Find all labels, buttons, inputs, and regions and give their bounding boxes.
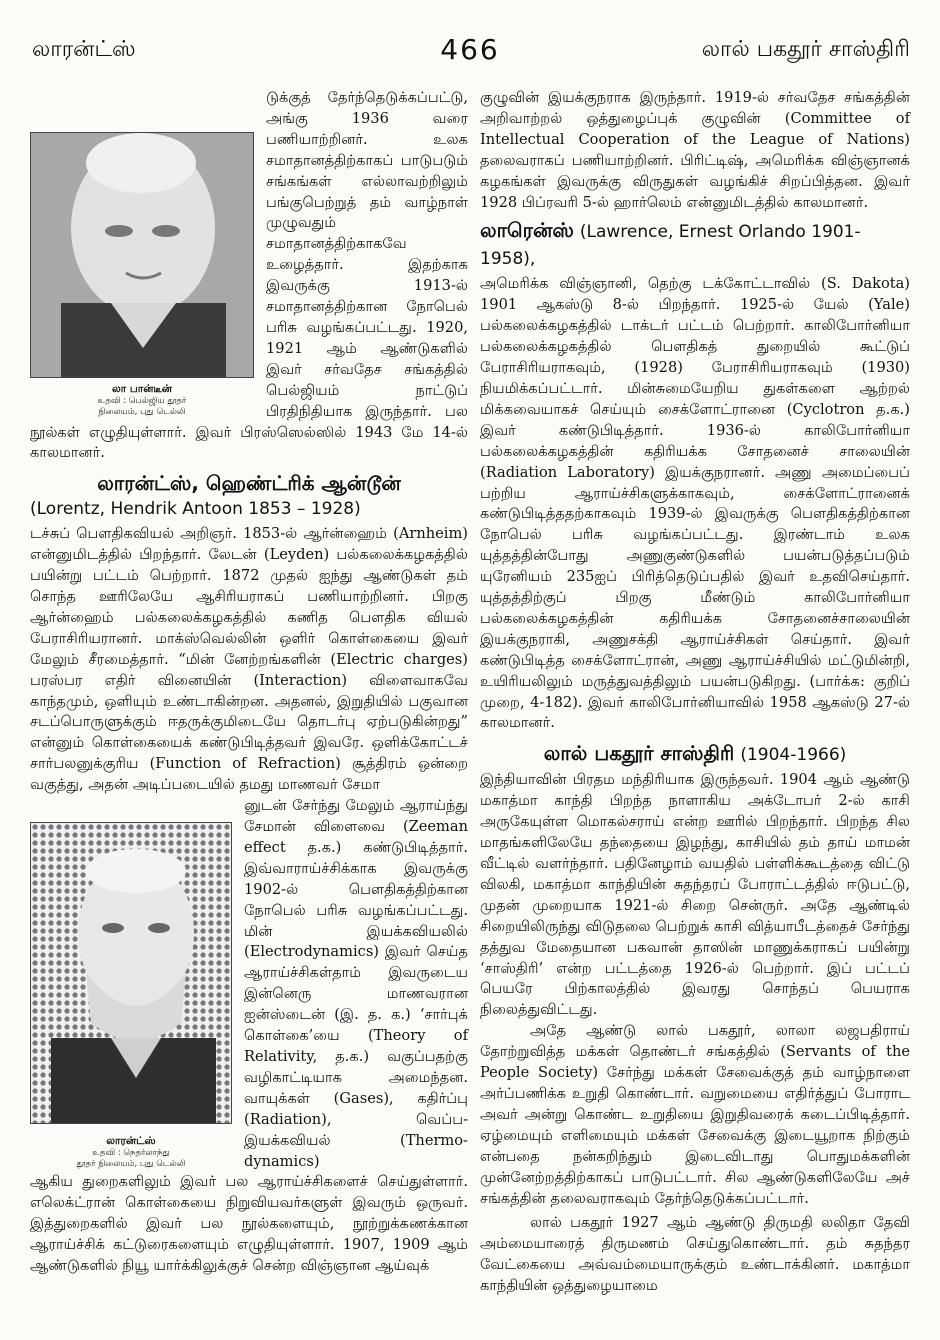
left-column (30, 88, 468, 1277)
entry-body-paragraph: அதே ஆண்டு லால் பகதூர், லாலா லஜபதிராய் தோற்றுவித்த மக்கள் தொண்டர் சங்கத்தில் (Servants of the People Society) சேர்ந்து மக்கள் சேவைக்குத் தம் வாழ்நாளை அர்ப்பணிக்க உறுதி கொண்டார். வறுமையை எதிர்த்துப் போராட அவர் அன்று கொண்ட உறுதியை இறுதிவரைக் கடைப்பிடித்தார். ஏழ்மையும் எளிமையும் மக்கள் சேவைக்கு இடையூறாக நிற்கும் என்பதை நன்கறிந்தும் இடைவிடாது பொதுமக்களின் முன்னேற்றத்திற்காகப் பாடுபட்டார். சில ஆண்டுகளிலேயே அச் சங்கத்தின் தலைவராகவும் தேர்ந்தெடுக்கப்பட்டார். (480, 1022, 910, 1207)
article-continuation-text: டுக்குத் தேர்ந்தெடுக்கப்பட்டு, அங்கு 1936 வரை பணியாற்றினர். உலக சமாதானத்திற்காகப் பாடுபடும் சங்கங்கள் எல்லாவற்றிலும் பங்குபெற்றுத் தம் வாழ்நாள் முழுவதும் சமாதானத்திற்காகவே உழைத்தார். இதற்காக இவருக்கு 1913-ல் சமாதானத்திற்கான நோபெல் பரிசு வழங்கப்பட்டது. 1920, 1921 ஆம் ஆண்டுகளில் இவர் சர்வதேச சங்கத்தில் பெல்ஜியம் நாட்டுப் பிரதிநிதியாக இருந்தார். பல நூல்கள் எழுதியுள்ளார். இவர் பிரஸ்ஸெல்ஸில் 1943 மே 14-ல் காலமானர். (30, 89, 468, 462)
entry-body-text: அமெரிக்க விஞ்ஞானி, தெற்கு டக்கோட்டாவில் (S. Dakota) 1901 ஆகஸ்டு 8-ல் பிறந்தார். 1925-ல் யேல் (Yale) பல்கலைக்கழகத்தில் டாக்டர் பட்டம் பெற்றார். காலிபோர்னியா பல்கலைக்கழகத்தில் பௌதிகத் துறையில் கூட்டுப் பேராசிரியராகவும், (1928) பேராசிரியராகவும் (1930) நியமிக்கப்பட்டார். மின்சுமையேறிய துகள்களை ஆற்றல் மிக்கவையாகச் செய்யும் சைக்ளோட்ரானை (Cyclotron த.க.) இவர் கண்டுபிடித்தார். 1936-ல் காலிபோர்னியா பல்கலைக்கழகத்தின் கதிரியக்க சோதனைச் சாலையின் (Radiation Laboratory) இயக்குநரானர். அணு அமைப்பைப் பற்றிய ஆராய்ச்சிகளுக்காகவும், சைக்ளோட்ரானைக் கண்டுபிடித்ததற்காகவும் 1939-ல் இவருக்கு பௌதிகத்திற்கான நோபெல் பரிசு வழங்கப்பட்டது. இரண்டாம் உலக யுத்தத்தின்போது அணுகுண்டுகளில் பயன்படுத்தப்படும் யுரேனியம் 235ஐப் பிரித்தெடுப்பதில் இவர் உதவிசெய்தார். யுத்தத்திற்குப் பிறகு மீண்டும் காலிபோர்னியா பல்கலைக்கழகத்தின் கதிரியக்க சோதனைச்சாலையின் இயக்குநராகி, அணுசக்தி ஆராய்ச்சிகள் செய்தார். இவர் கண்டுபிடித்த சைக்ளோட்ரான், அணு ஆராய்ச்சியில் மட்டுமின்றி, உயிரியலிலும் மருத்துவத்திலும் பயன்படுகிறது. (பார்க்க: குறிப் முறை, 4-182). இவர் காலிபோர்னியாவில் 1958 ஆகஸ்டு 27-ல் காலமானர். (480, 275, 910, 732)
entry-heading-lorentz (30, 470, 468, 522)
portrait-image (31, 823, 231, 1123)
entry-title: லால் பகதூர் சாஸ்திரி (543, 741, 735, 766)
figure-la-fontaine (30, 132, 254, 418)
entry-heading-shastri (480, 740, 910, 768)
photo-credit-line-2: நிலையம், புது டெல்லி (98, 407, 186, 417)
running-header-right: லால் பகதூர் சாஸ்திரி (701, 37, 910, 62)
running-header-left: லாரன்ட்ஸ் (32, 37, 136, 62)
entry-body-text: டச்சுப் பௌதிகவியல் அறிஞர். 1853-ல் ஆர்ன்ஹைம் (Arnheim) என்னுமிடத்தில் பிறந்தார். லேடன் (Leyden) பல்கலைக்கழகத்தில் பயின்று பட்டம் பெற்றார். 1872 முதல் ஐந்து ஆண்டுகள் தம் சொந்த ஊரிலேயே ஆசிரியராகப் பணியாற்றினர். பிறகு ஆர்ன்ஹைம் பல்கலைக்கழகத்தில் கணித பௌதிக வியல் பேராசிரியரானர். மாக்ஸ்வெல்லின் ஒளிர் கொள்கையை இவர் மேலும் சீரமைத்தார். “மின் னேற்றங்களின் (Electric charges) பரஸ்பர எதிர் வினையின் (Interaction) விளைவாகவே காந்தமும், ஒளியும் உண்டாகின்றன. அதனல், இறுதியில் பகுவான சடப்பொருளுக்கும் ஈதருக்குமிடையே தொடர்பு ஏற்படுகின்றது” என்னும் கொள்கையைக் கண்டுபிடித்தவர் இவரே. ஒளிக்கோட்டச் சார்பலனுக்குரிய (Function of Refraction) சூத்திரம் ஒன்றை வகுத்து, அதன் அடிப்படையில் தமது மாணவர் சேமா (30, 525, 468, 794)
entry-title: லாரன்ட்ஸ், ஹெண்ட்ரிக் ஆன்டூன் (97, 471, 401, 496)
entry-dates: (Lawrence, Ernest Orlando 1901-1958), (480, 222, 861, 270)
entry-body-text-closing: ஆகிய துறைகளிலும் இவர் பல ஆராய்ச்சிகளைச் செய்துள்ளார். எலெக்ட்ரான் கொள்கையை நிறுவியவர்களுள் இவரும் ஒருவர். இத்துறைகளில் இவர் பல நூல்களையும், நூற்றுக்கணக்கான ஆராய்ச்சிக் கட்டுரைகளையும் எழுதியுள்ளார். 1907, 1909 ஆம் ஆண்டுகளில் நியூ யார்க்கிலுக்குச் சென்ற விஞ்ஞான ஆய்வுக் (30, 1173, 468, 1275)
page-number: 466 (440, 33, 500, 66)
right-column (480, 88, 910, 1297)
entry-title: லாரென்ஸ் (480, 218, 574, 243)
entry-dates: (Lorentz, Hendrik Antoon 1853 – 1928) (30, 499, 361, 520)
entry-dates: (1904-1966) (740, 745, 847, 766)
entry-body-paragraph: லால் பகதூர் 1927 ஆம் ஆண்டு திருமதி லலிதா தேவி அம்மையாரைத் திருமணம் செய்துகொண்டார். தம் சுதந்தர வேட்கையை அவ்வம்மையாருக்கும் உண்டாக்கினர். மகாத்மா காந்தியின் ஒத்துழையாமை (480, 1214, 910, 1295)
entry-body-text-beside-photo: னுடன் சேர்ந்து மேலும் ஆராய்ந்து சேமான் விளைவை (Zeeman effect த.க.) கண்டுபிடித்தார். இவ்வாராய்ச்சிக்காக இவருக்கு 1902-ல் பௌதிகத்திற்கான நோபெல் பரிசு வழங்கப்பட்டது. மின் இயக்கவியலில் (Electrodynamics) இவர் செய்த ஆராய்ச்சிகள்தாம் இவருடைய இன்னெரு மாணவரான ஐன்ஸ்டைன் (இ. த. க.) ‘சார்புக் கொள்கை’யை (Theory of Relativity, த.க.) வகுப்பதற்கு வழிகாட்டியாக அமைந்தன. வாயுக்கள் (Gases), கதிர்ப்பு (Radiation), வெப்ப-இயக்கவியல் (Thermo-dynamics) (244, 797, 468, 1170)
portrait-image (31, 133, 253, 377)
article-continuation-text: குழுவின் இயக்குநராக இருந்தார். 1919-ல் சர்வதேச சங்கத்தின் அறிவாற்றல் ஒத்துழைப்புக் குழுவின் (Committee of Intellectual Cooperation of the League of Nations) தலைவராகப் பணியாற்றினர். பிரிட்டிஷ், அமெரிக்க விஞ்ஞானக் கழகங்கள் இவருக்கு விருதுகள் வழங்கிச் சிறப்பித்தன. இவர் 1928 பிப்ரவரி 5-ல் ஹார்லெம் என்னுமிடத்தில் காலமானர். (480, 89, 910, 211)
portrait-photo (30, 822, 232, 1124)
figure-lorentz (30, 822, 232, 1170)
entry-body-text: இந்தியாவின் பிரதம மந்திரியாக இருந்தவர். 1904 ஆம் ஆண்டு மகாத்மா காந்தி பிறந்த நாளாகிய அக்டோபர் 2-ல் காசி அருகேயுள்ள மொகல்சராய் என்ற ஊரில் பிறந்தார். பிறந்த சில மாதங்களிலேயே தந்தையை இழந்து, காசியில் தம் தாய் மாமன் வீட்டில் வளர்ந்தார். பதினேழாம் வயதில் பள்ளிக்கூடத்தை விட்டு விலகி, மகாத்மா காந்தியின் சுதந்தரப் போராட்டத்தில் ஈடுபட்டு, முதன் முறையாக 1921-ல் சிறை சென்ருர். அதே ஆண்டில் சிறையிலிருந்து விடுதலை பெற்றுக் காசி வித்யாபீடத்தைச் சேர்ந்து தத்துவ மேதையான பகவான் தாஸின் மாணுக்கராகப் பயின்று ‘சாஸ்திரி’ என்ற பட்டத்தை 1926-ல் பெற்றார். இப் பட்டப் பெயரே பிற்காலத்தில் இவரது சொந்தப் பெயராக நிலைத்துவிட்டது. (480, 771, 910, 1019)
photo-caption: லா பான்டீன் (112, 383, 172, 395)
portrait-photo (30, 132, 254, 378)
photo-credit-line-1: உதவி : பெல்ஜிய தூதர் (97, 396, 187, 406)
photo-credit-line-2: தூதர் நிலையம், புது டெல்லி (76, 1159, 186, 1170)
photo-caption: லாரன்ட்ஸ் (106, 1135, 156, 1148)
photo-credit-line-1: உதவி : நெதர்லாந்து (92, 1148, 170, 1159)
entry-heading-lawrence (480, 217, 910, 272)
